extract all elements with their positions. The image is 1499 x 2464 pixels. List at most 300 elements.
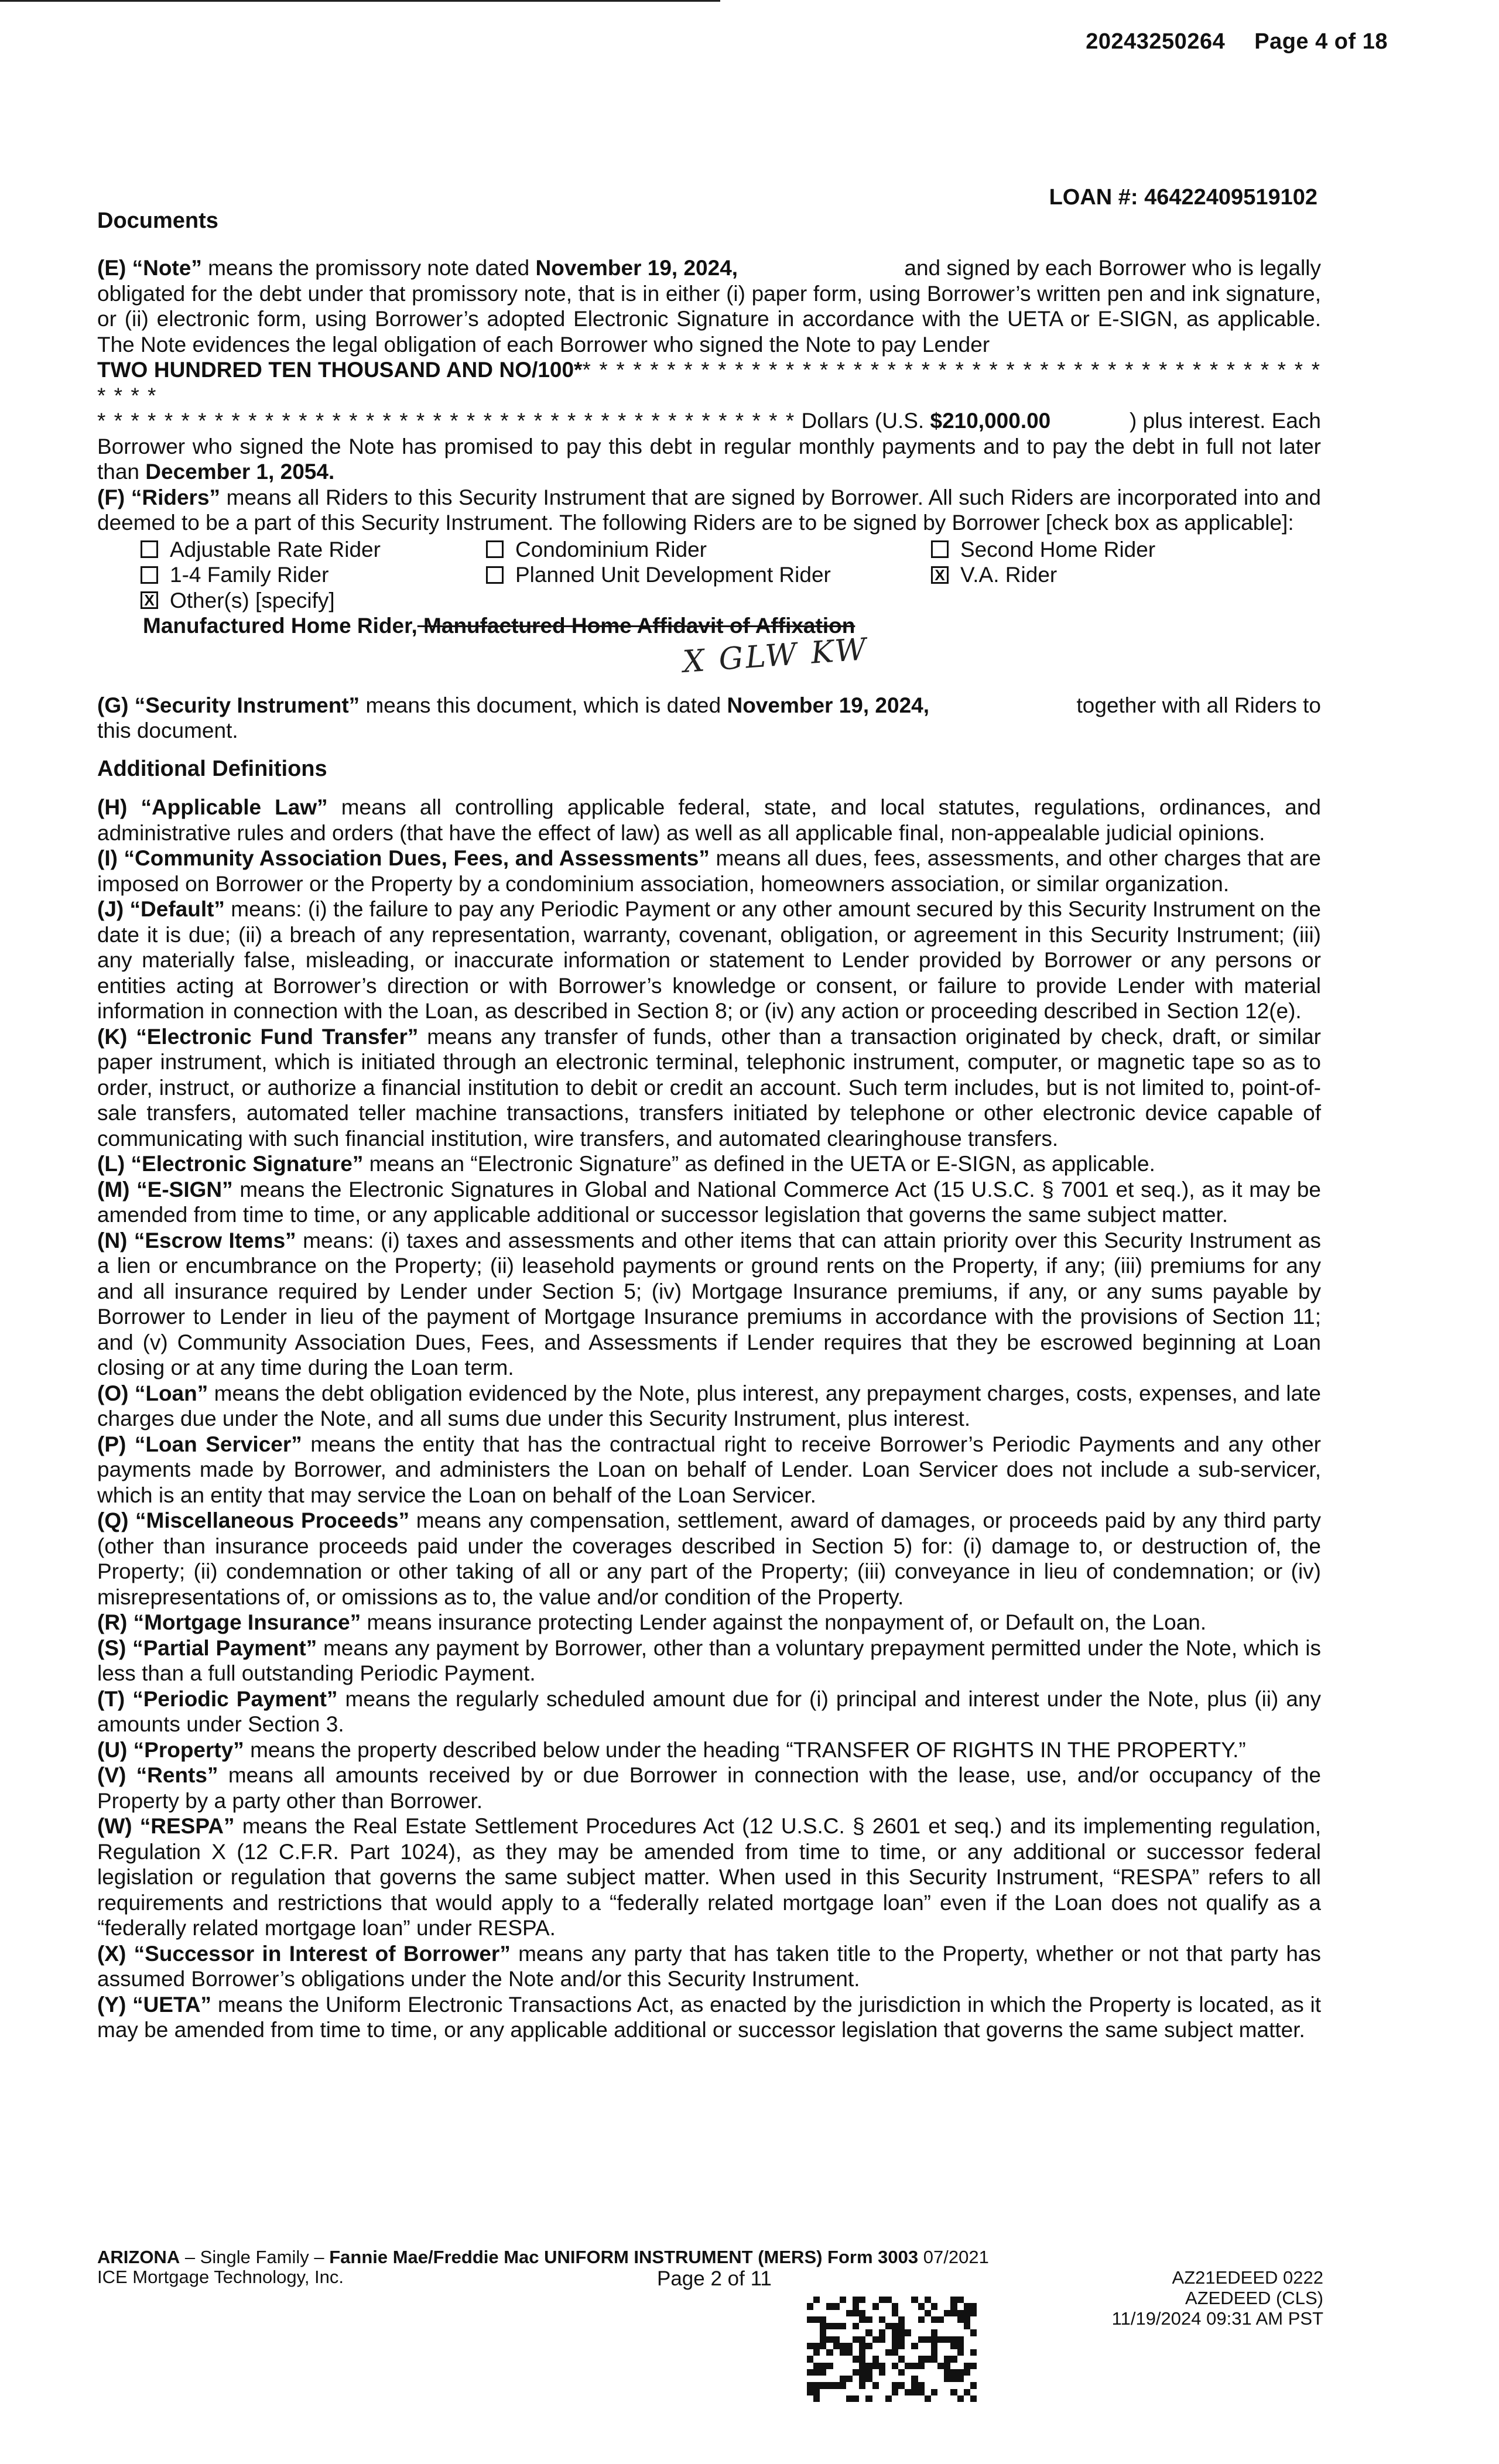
barcode-module <box>872 2356 879 2362</box>
barcode-module <box>918 2382 925 2388</box>
barcode-module <box>892 2336 898 2343</box>
plus-interest: ) plus interest. Each <box>1130 409 1321 433</box>
barcode-module <box>885 2343 892 2349</box>
note-label: (E) “Note” <box>97 256 202 280</box>
definition-item <box>97 1763 1321 1813</box>
barcode-module <box>944 2297 950 2303</box>
barcode-module <box>964 2363 970 2369</box>
barcode-module <box>813 2376 820 2382</box>
barcode-module <box>833 2349 840 2356</box>
barcode-module <box>807 2323 813 2329</box>
definition-term: (R) “Mortgage Insurance” <box>97 1610 361 1634</box>
barcode-module <box>944 2369 950 2376</box>
barcode-module <box>853 2316 859 2323</box>
barcode-module <box>807 2369 813 2376</box>
checkbox[interactable] <box>486 566 504 584</box>
si-text-b: together with all Riders to <box>1076 693 1321 717</box>
rider-1-4-family[interactable] <box>141 562 486 588</box>
barcode-module <box>905 2336 911 2343</box>
barcode-module <box>865 2297 872 2303</box>
note-date: November 19, 2024, <box>535 256 738 280</box>
definition-item <box>97 1737 1321 1763</box>
barcode-module <box>853 2356 859 2362</box>
barcode-module <box>840 2323 846 2329</box>
barcode-module <box>905 2297 911 2303</box>
barcode-module <box>898 2349 905 2356</box>
barcode-module <box>853 2376 859 2382</box>
barcode-module <box>911 2376 918 2382</box>
barcode-module <box>905 2323 911 2329</box>
barcode-module <box>885 2389 892 2395</box>
definition-text: means the property described below under the heading “TRANSFER OF RIGHTS IN THE PROPERTY.” <box>250 1737 1246 1762</box>
barcode-module <box>898 2363 905 2369</box>
definition-term: (X) “Successor in Interest of Borrower” <box>97 1941 511 1966</box>
checkbox[interactable] <box>141 566 158 584</box>
barcode-module <box>918 2389 925 2395</box>
barcode-module <box>918 2356 925 2362</box>
barcode-module <box>807 2297 813 2303</box>
definition-item <box>97 1228 1321 1381</box>
barcode-module <box>853 2323 859 2329</box>
footer-state: ARIZONA <box>97 2247 180 2267</box>
barcode-module <box>911 2343 918 2349</box>
barcode-module <box>865 2303 872 2309</box>
barcode-module <box>840 2329 846 2336</box>
barcode-module <box>925 2382 931 2388</box>
barcode-module <box>957 2336 964 2343</box>
barcode-module <box>879 2376 885 2382</box>
barcode-module <box>911 2303 918 2309</box>
barcode-module <box>879 2329 885 2336</box>
barcode-module <box>957 2323 964 2329</box>
barcode-module <box>853 2329 859 2336</box>
barcode-module <box>879 2336 885 2343</box>
definition-item <box>97 1381 1321 1432</box>
barcode-module <box>872 2349 879 2356</box>
barcode-module <box>944 2310 950 2316</box>
barcode-module <box>944 2323 950 2329</box>
other-rider-text: Manufactured Home Rider, <box>143 614 417 638</box>
barcode-module <box>918 2395 925 2402</box>
barcode-module <box>950 2356 957 2362</box>
definition-term: (J) “Default” <box>97 897 225 921</box>
barcode-module <box>911 2389 918 2395</box>
barcode-module <box>925 2376 931 2382</box>
barcode-module <box>892 2395 898 2402</box>
dollars-label: Dollars (U.S. <box>801 409 925 433</box>
barcode-module <box>879 2382 885 2388</box>
rider-other[interactable] <box>141 588 486 614</box>
checkbox[interactable]: X <box>141 591 158 609</box>
scan-edge-line <box>0 0 720 2</box>
barcode-module <box>859 2349 865 2356</box>
barcode-module <box>865 2395 872 2402</box>
barcode-module <box>950 2382 957 2388</box>
barcode-module <box>826 2329 833 2336</box>
barcode-module <box>911 2395 918 2402</box>
barcode-module <box>911 2329 918 2336</box>
barcode-module <box>950 2369 957 2376</box>
rider-label: Planned Unit Development Rider <box>515 563 831 587</box>
barcode-module <box>840 2363 846 2369</box>
barcode-module <box>905 2329 911 2336</box>
barcode-module <box>885 2297 892 2303</box>
stars-fill-1: * * * * * * * * * * * * * * * * * * * * * * * * * * * * * * * * * * * * * * * * * * * * * * * * <box>97 358 1321 408</box>
loan-number: LOAN #: 46422409519102 <box>1049 185 1317 210</box>
barcode-module <box>964 2376 970 2382</box>
barcode-module <box>846 2376 853 2382</box>
barcode-module <box>892 2310 898 2316</box>
definition-term: (Y) “UETA” <box>97 1992 212 2017</box>
barcode-module <box>872 2323 879 2329</box>
spacer <box>97 744 1321 757</box>
barcode-module <box>853 2343 859 2349</box>
definition-text: means all amounts received by or due Borrower in connection with the lease, use, and/or occupancy of the Property by a party other than Borrower. <box>97 1763 1322 1813</box>
barcode-module <box>925 2395 931 2402</box>
barcode-module <box>879 2356 885 2362</box>
barcode-module <box>931 2303 937 2309</box>
barcode-module <box>937 2395 944 2402</box>
barcode-module <box>859 2369 865 2376</box>
barcode-module <box>970 2336 977 2343</box>
barcode-module <box>937 2297 944 2303</box>
rider-label: Second Home Rider <box>960 537 1156 562</box>
rider-label: Condominium Rider <box>515 537 707 562</box>
barcode-module <box>807 2382 813 2388</box>
definition-text: means the Electronic Signatures in Global and National Commerce Act (15 U.S.C. § 7001 et seq.), as it may be amended from time to time, or any applicable additional or successor legislation that governs the same subject matter. <box>97 1177 1321 1227</box>
barcode-module <box>840 2310 846 2316</box>
barcode-module <box>937 2389 944 2395</box>
barcode-module <box>898 2343 905 2349</box>
barcode-module <box>964 2336 970 2343</box>
barcode-module <box>807 2356 813 2362</box>
barcode-module <box>833 2316 840 2323</box>
footer-line-1 <box>97 2247 989 2267</box>
barcode-module <box>872 2376 879 2382</box>
barcode-module <box>833 2389 840 2395</box>
definition-text: means the entity that has the contractual right to receive Borrower’s Periodic Payments and any other payments made by Borrower, and administers the Loan on behalf of Lender. Loan Servicer does not include a sub-servicer, which is an entity that may service the Loan on behalf of the Loan Servicer. <box>97 1432 1321 1507</box>
barcode-module <box>820 2323 826 2329</box>
barcode-module <box>898 2323 905 2329</box>
barcode-module <box>885 2316 892 2323</box>
barcode-module <box>970 2310 977 2316</box>
barcode-module <box>865 2356 872 2362</box>
barcode-module <box>813 2363 820 2369</box>
barcode-module <box>826 2297 833 2303</box>
barcode-module <box>931 2316 937 2323</box>
barcode-module <box>833 2369 840 2376</box>
barcode-module <box>950 2395 957 2402</box>
barcode-module <box>905 2376 911 2382</box>
barcode-module <box>807 2389 813 2395</box>
barcode-module <box>846 2363 853 2369</box>
barcode-module <box>807 2376 813 2382</box>
barcode-module <box>879 2369 885 2376</box>
barcode-module <box>879 2389 885 2395</box>
barcode-module <box>807 2343 813 2349</box>
barcode-module <box>937 2310 944 2316</box>
barcode-module <box>964 2395 970 2402</box>
barcode-module <box>833 2376 840 2382</box>
barcode-module <box>950 2363 957 2369</box>
footer-codes <box>1112 2267 1323 2329</box>
barcode-module <box>840 2389 846 2395</box>
barcode-module <box>911 2310 918 2316</box>
barcode-module <box>820 2316 826 2323</box>
barcode-module <box>911 2356 918 2362</box>
barcode-module <box>865 2310 872 2316</box>
barcode-module <box>905 2310 911 2316</box>
barcode-module <box>957 2297 964 2303</box>
barcode-module <box>911 2363 918 2369</box>
barcode-module <box>905 2343 911 2349</box>
barcode-module <box>892 2376 898 2382</box>
barcode-module <box>820 2336 826 2343</box>
barcode-module <box>911 2349 918 2356</box>
definition-item <box>97 795 1321 846</box>
barcode-module <box>892 2316 898 2323</box>
barcode-module <box>911 2336 918 2343</box>
barcode-module <box>964 2303 970 2309</box>
barcode-module <box>925 2336 931 2343</box>
barcode-module <box>970 2356 977 2362</box>
barcode-module <box>918 2369 925 2376</box>
barcode-module <box>865 2382 872 2388</box>
note-body: obligated for the debt under that promissory note, that is in either (i) paper form, using Borrower’s written pen and ink signature, or (ii) electronic form, using Borrower’s adopted Electronic Signature in accordance with the UETA or E-SIGN, as applicable. The Note evidences the legal obligation of each Borrower who signed the Note to pay Lender <box>97 281 1321 357</box>
barcode-module <box>964 2310 970 2316</box>
barcode-module <box>846 2349 853 2356</box>
barcode-module <box>833 2323 840 2329</box>
barcode-module <box>872 2297 879 2303</box>
definition-term: (N) “Escrow Items” <box>97 1228 296 1252</box>
barcode-module <box>859 2376 865 2382</box>
barcode-module <box>813 2343 820 2349</box>
barcode-module <box>937 2382 944 2388</box>
barcode-module <box>885 2369 892 2376</box>
barcode-module <box>964 2382 970 2388</box>
definition-item <box>97 1177 1321 1228</box>
barcode-module <box>865 2336 872 2343</box>
rider-label: Adjustable Rate Rider <box>170 537 381 562</box>
barcode-module <box>879 2349 885 2356</box>
barcode-module <box>944 2363 950 2369</box>
checkbox[interactable] <box>486 540 504 558</box>
barcode-module <box>898 2382 905 2388</box>
definition-text: means any transfer of funds, other than a transaction originated by check, draft, or similar paper instrument, which is initiated through an electronic terminal, telephonic instrument, computer, or magnetic tape so as to order, instruct, or authorize a financial institution to debit or credit an account. Such term includes, but is not limited to, point-of-sale transfers, automated teller machine transactions, transfers initiated by telephone or other electronic device capable of communicating with such financial institution, wire transfers, and automated clearinghouse transfers. <box>97 1024 1321 1151</box>
checkbox[interactable]: X <box>931 566 949 584</box>
barcode-module <box>846 2310 853 2316</box>
barcode-module <box>931 2395 937 2402</box>
barcode-module <box>931 2329 937 2336</box>
barcode-module <box>918 2310 925 2316</box>
barcode-module <box>925 2329 931 2336</box>
barcode-module <box>898 2395 905 2402</box>
barcode-module <box>833 2336 840 2343</box>
definition-item <box>97 1992 1321 2043</box>
barcode-module <box>944 2395 950 2402</box>
barcode-module <box>879 2310 885 2316</box>
rider-va[interactable] <box>931 562 1224 588</box>
barcode-module <box>937 2349 944 2356</box>
documents-heading: Documents <box>97 208 218 233</box>
barcode-module <box>872 2395 879 2402</box>
barcode-module <box>905 2316 911 2323</box>
definition-term: (S) “Partial Payment” <box>97 1635 317 1660</box>
barcode-module <box>931 2369 937 2376</box>
definition-text: means the Uniform Electronic Transactions Act, as enacted by the jurisdiction in which the Property is located, as it may be amended from time to time, or any applicable additional or successor legislation that governs the same subject matter. <box>97 1992 1321 2042</box>
barcode-module <box>885 2376 892 2382</box>
barcode-module <box>970 2389 977 2395</box>
definition-text: means: (i) taxes and assessments and other items that can attain priority over this Security Instrument as a lien or encumbrance on the Property; (ii) leasehold payments or ground rents on the Property, if any; (iii) premiums for any and all insurance required by Lender under Section 5; (iv) Mortgage Insurance premiums, if any, or any sums payable by Borrower to Lender in lieu of the payment of Mortgage Insurance premiums in accordance with the provisions of Section 11; and (v) Community Association Dues, Fees, and Assessments if Lender requires that they be escrowed beginning at Loan closing or at any time during the Loan term. <box>97 1228 1322 1380</box>
barcode-module <box>885 2356 892 2362</box>
barcode-module <box>964 2329 970 2336</box>
additional-definitions-heading: Additional Definitions <box>97 756 327 781</box>
rider-second-home[interactable] <box>931 537 1224 563</box>
definition-text: means an “Electronic Signature” as defined in the UETA or E-SIGN, as applicable. <box>369 1152 1155 1176</box>
definition-term: (K) “Electronic Fund Transfer” <box>97 1024 419 1049</box>
barcode-module <box>833 2363 840 2369</box>
definition-term: (P) “Loan Servicer” <box>97 1432 302 1456</box>
barcode-module <box>833 2356 840 2362</box>
barcode-module <box>859 2316 865 2323</box>
barcode-module <box>879 2297 885 2303</box>
definition-item <box>97 896 1321 1024</box>
barcode-module <box>853 2369 859 2376</box>
barcode-module <box>833 2303 840 2309</box>
barcode-module <box>944 2303 950 2309</box>
definition-text: means: (i) the failure to pay any Periodic Payment or any other amount secured by this Security Instrument on the date it is due; (ii) a breach of any representation, warranty, covenant, obligation, or agreement in this Security Instrument; (iii) any materially false, misleading, or inaccurate information or statement to Lender provided by Borrower or any persons or entities acting at Borrower’s direction or with Borrower’s knowledge or consent, or failure to provide Lender with material information in connection with the Loan, as described in Section 8; or (iv) any action or proceeding described in Section 12(e). <box>97 897 1322 1023</box>
definition-term: (U) “Property” <box>97 1737 244 1762</box>
footer-page-number: Page 2 of 11 <box>657 2267 772 2290</box>
handwritten-initials: X GLW KW <box>682 631 870 680</box>
barcode-module <box>840 2303 846 2309</box>
barcode-module <box>970 2369 977 2376</box>
rider-label: Other(s) [specify] <box>170 588 335 612</box>
barcode-module <box>859 2323 865 2329</box>
barcode-module <box>957 2310 964 2316</box>
barcode-module <box>872 2316 879 2323</box>
barcode-module <box>957 2329 964 2336</box>
definition-term: (V) “Rents” <box>97 1763 218 1787</box>
stars-fill-2: * * * * * * * * * * * * * * * * * * * * * * * * * * * * * * * * * * * * * * * * * * <box>97 409 796 433</box>
barcode-module <box>859 2395 865 2402</box>
barcode-module <box>840 2376 846 2382</box>
barcode-module <box>925 2343 931 2349</box>
barcode-module <box>846 2329 853 2336</box>
barcode-module <box>911 2382 918 2388</box>
barcode-module <box>970 2376 977 2382</box>
barcode-module <box>813 2297 820 2303</box>
barcode-module <box>970 2303 977 2309</box>
footer-code-1: AZ21EDEED 0222 <box>1172 2267 1323 2288</box>
barcode-module <box>944 2349 950 2356</box>
barcode-module <box>937 2376 944 2382</box>
barcode-module <box>853 2303 859 2309</box>
si-first-line-left <box>97 693 929 718</box>
barcode-module <box>807 2329 813 2336</box>
barcode-module <box>833 2329 840 2336</box>
barcode-module <box>898 2356 905 2362</box>
barcode-module <box>957 2395 964 2402</box>
barcode-module <box>826 2356 833 2362</box>
barcode-module <box>957 2303 964 2309</box>
barcode-module <box>911 2297 918 2303</box>
barcode-module <box>950 2343 957 2349</box>
barcode-module <box>813 2303 820 2309</box>
rider-pud[interactable] <box>486 562 931 588</box>
barcode-module <box>826 2310 833 2316</box>
barcode-module <box>937 2369 944 2376</box>
footer-form-date: 07/2021 <box>918 2247 989 2267</box>
barcode-module <box>879 2363 885 2369</box>
barcode-module <box>898 2297 905 2303</box>
maturity-date: December 1, 2054. <box>145 460 335 484</box>
barcode-module <box>905 2395 911 2402</box>
barcode-module <box>964 2297 970 2303</box>
barcode-module <box>846 2369 853 2376</box>
barcode-module <box>892 2382 898 2388</box>
checkbox[interactable] <box>931 540 949 558</box>
barcode-module <box>859 2329 865 2336</box>
barcode-module <box>846 2356 853 2362</box>
barcode-module <box>813 2356 820 2362</box>
barcode-module <box>820 2356 826 2362</box>
barcode-module <box>846 2323 853 2329</box>
note-amount-line <box>97 408 1321 434</box>
definition-term: (W) “RESPA” <box>97 1814 235 1838</box>
definition-item <box>97 1813 1321 1941</box>
barcode-module <box>944 2356 950 2362</box>
barcode-module <box>950 2376 957 2382</box>
barcode-module <box>925 2363 931 2369</box>
recording-header <box>1056 29 1388 54</box>
barcode-module <box>865 2376 872 2382</box>
barcode-module <box>898 2310 905 2316</box>
note-text-b: and signed by each Borrower who is legally <box>904 256 1321 280</box>
barcode-module <box>820 2310 826 2316</box>
barcode-module <box>892 2363 898 2369</box>
section-security-instrument <box>97 693 1321 718</box>
barcode-module <box>885 2382 892 2388</box>
barcode-module <box>840 2349 846 2356</box>
barcode-module <box>918 2336 925 2343</box>
note-first-line <box>97 255 1321 281</box>
barcode-module <box>820 2389 826 2395</box>
rider-adjustable-rate[interactable] <box>141 537 486 563</box>
rider-condominium[interactable] <box>486 537 931 563</box>
barcode-module <box>937 2343 944 2349</box>
riders-text: means all Riders to this Security Instrument that are signed by Borrower. All such Riders are incorporated into and deemed to be a part of this Security Instrument. The following Riders are to be signed by Borrower [check box as applicable]: <box>97 485 1322 535</box>
spacer <box>97 782 1321 795</box>
footer-vendor: ICE Mortgage Technology, Inc. <box>97 2267 344 2287</box>
barcode-module <box>905 2349 911 2356</box>
barcode-module <box>925 2369 931 2376</box>
section-note <box>97 255 1321 485</box>
checkbox[interactable] <box>141 540 158 558</box>
riders-checklist <box>141 537 1321 614</box>
barcode-module <box>898 2369 905 2376</box>
barcode-module <box>807 2303 813 2309</box>
barcode-module <box>964 2369 970 2376</box>
si-text-a: means this document, which is dated <box>365 693 721 717</box>
barcode-module <box>865 2349 872 2356</box>
barcode-module <box>807 2336 813 2343</box>
barcode-module <box>840 2369 846 2376</box>
barcode-module <box>813 2382 820 2388</box>
other-riders-specified <box>143 613 1321 639</box>
riders-label: (F) “Riders” <box>97 485 221 509</box>
barcode-module <box>826 2336 833 2343</box>
